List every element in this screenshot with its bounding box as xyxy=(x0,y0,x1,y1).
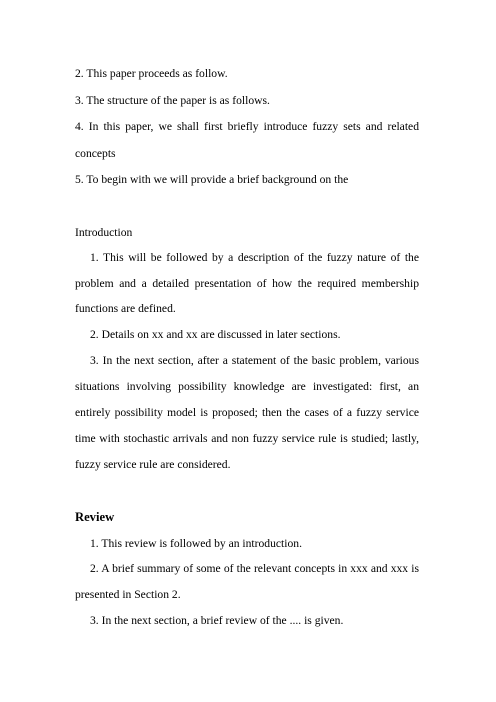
paragraph-line: 3. In the next section, a brief review of the .... is given. xyxy=(90,614,344,627)
list-item-continuation: concepts xyxy=(75,147,116,160)
list-item: 5. To begin with we will provide a brief background on the xyxy=(75,173,349,186)
paragraph-line: 2. Details on xx and xx are discussed in later sections. xyxy=(90,328,341,341)
paragraph-line: 1. This will be followed by a description of the fuzzy nature of the xyxy=(90,251,419,264)
paragraph-line: fuzzy service rule are considered. xyxy=(75,458,231,471)
paragraph-line: 3. In the next section, after a statement of the basic problem, various xyxy=(90,354,419,367)
paragraph-line: time with stochastic arrivals and non fuzzy service rule is studied; lastly, xyxy=(75,432,419,445)
paragraph-line: situations involving possibility knowledge are investigated: first, an xyxy=(75,380,419,393)
section-heading-introduction: Introduction xyxy=(75,226,133,239)
paragraph-line: entirely possibility model is proposed; then the cases of a fuzzy service xyxy=(75,406,419,419)
paragraph-line: functions are defined. xyxy=(75,302,176,315)
paragraph-line: problem and a detailed presentation of how the required membership xyxy=(75,277,419,290)
section-heading-review: Review xyxy=(75,510,115,524)
list-item: 4. In this paper, we shall first briefly introduce fuzzy sets and related xyxy=(75,120,419,133)
list-item: 3. The structure of the paper is as follows. xyxy=(75,94,270,107)
paragraph-line: 2. A brief summary of some of the relevant concepts in xxx and xxx is xyxy=(90,562,419,575)
paragraph-line: presented in Section 2. xyxy=(75,588,181,601)
list-item: 2. This paper proceeds as follow. xyxy=(75,67,228,80)
paragraph-line: 1. This review is followed by an introduction. xyxy=(90,537,302,550)
